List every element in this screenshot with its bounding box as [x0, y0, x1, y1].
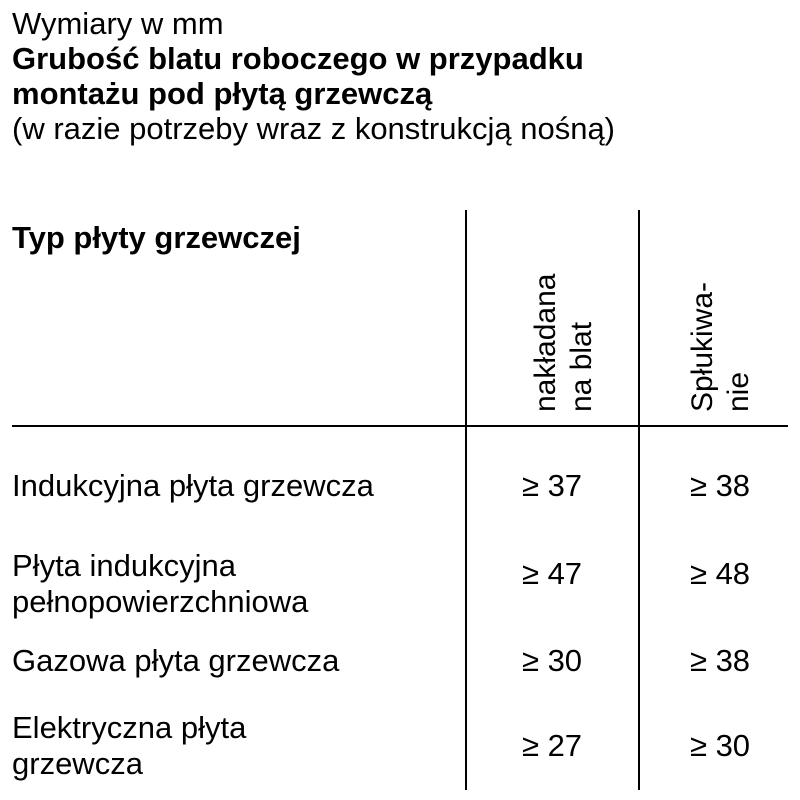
construction-note: (w razie potrzeby wraz z konstrukcją nośną) — [12, 111, 616, 146]
col-header-countertop — [528, 274, 600, 412]
cell-induction-countertop: ≥ 37 — [521, 468, 583, 503]
cell-electric-flush: ≥ 30 — [689, 728, 751, 763]
row-label-line: grzewcza — [12, 746, 143, 781]
col-header-flush-line-1: Spłukiwa- — [686, 281, 719, 412]
col-header-countertop-line-2: na blat — [565, 321, 598, 412]
row-label-line: Indukcyjna płyta grzewcza — [12, 468, 374, 503]
units-note: Wymiary w mm — [12, 6, 224, 41]
row-label-line: pełnopowierzchniowa — [12, 584, 309, 619]
cell-full-surface-flush: ≥ 48 — [689, 556, 751, 591]
row-label-gas — [12, 643, 339, 679]
row-label-line: Gazowa płyta grzewcza — [12, 643, 340, 678]
cell-induction-flush: ≥ 38 — [689, 468, 751, 503]
row-label-line: Płyta indukcyjna — [12, 548, 237, 583]
document-header — [12, 6, 792, 146]
document-title-line-2: montażu pod płytą grzewczą — [12, 76, 433, 111]
document-title-line-1: Grubość blatu roboczego w przypadku — [12, 41, 584, 76]
thickness-table — [0, 210, 800, 800]
col-header-countertop-line-1: nakładana — [529, 273, 562, 412]
col-header-flush-line-2: nie — [722, 371, 755, 412]
type-column-header: Typ płyty grzewczej — [12, 220, 301, 255]
cell-full-surface-countertop: ≥ 47 — [521, 556, 583, 591]
cell-gas-flush: ≥ 38 — [689, 643, 751, 678]
cell-electric-countertop: ≥ 27 — [521, 728, 583, 763]
row-label-line: Elektryczna płyta — [12, 710, 247, 745]
col-header-flush — [685, 282, 757, 412]
row-label-electric — [12, 710, 246, 782]
row-label-full-surface-induction — [12, 548, 308, 620]
row-label-induction — [12, 468, 374, 504]
header-divider — [12, 425, 788, 427]
cell-gas-countertop: ≥ 30 — [521, 643, 583, 678]
